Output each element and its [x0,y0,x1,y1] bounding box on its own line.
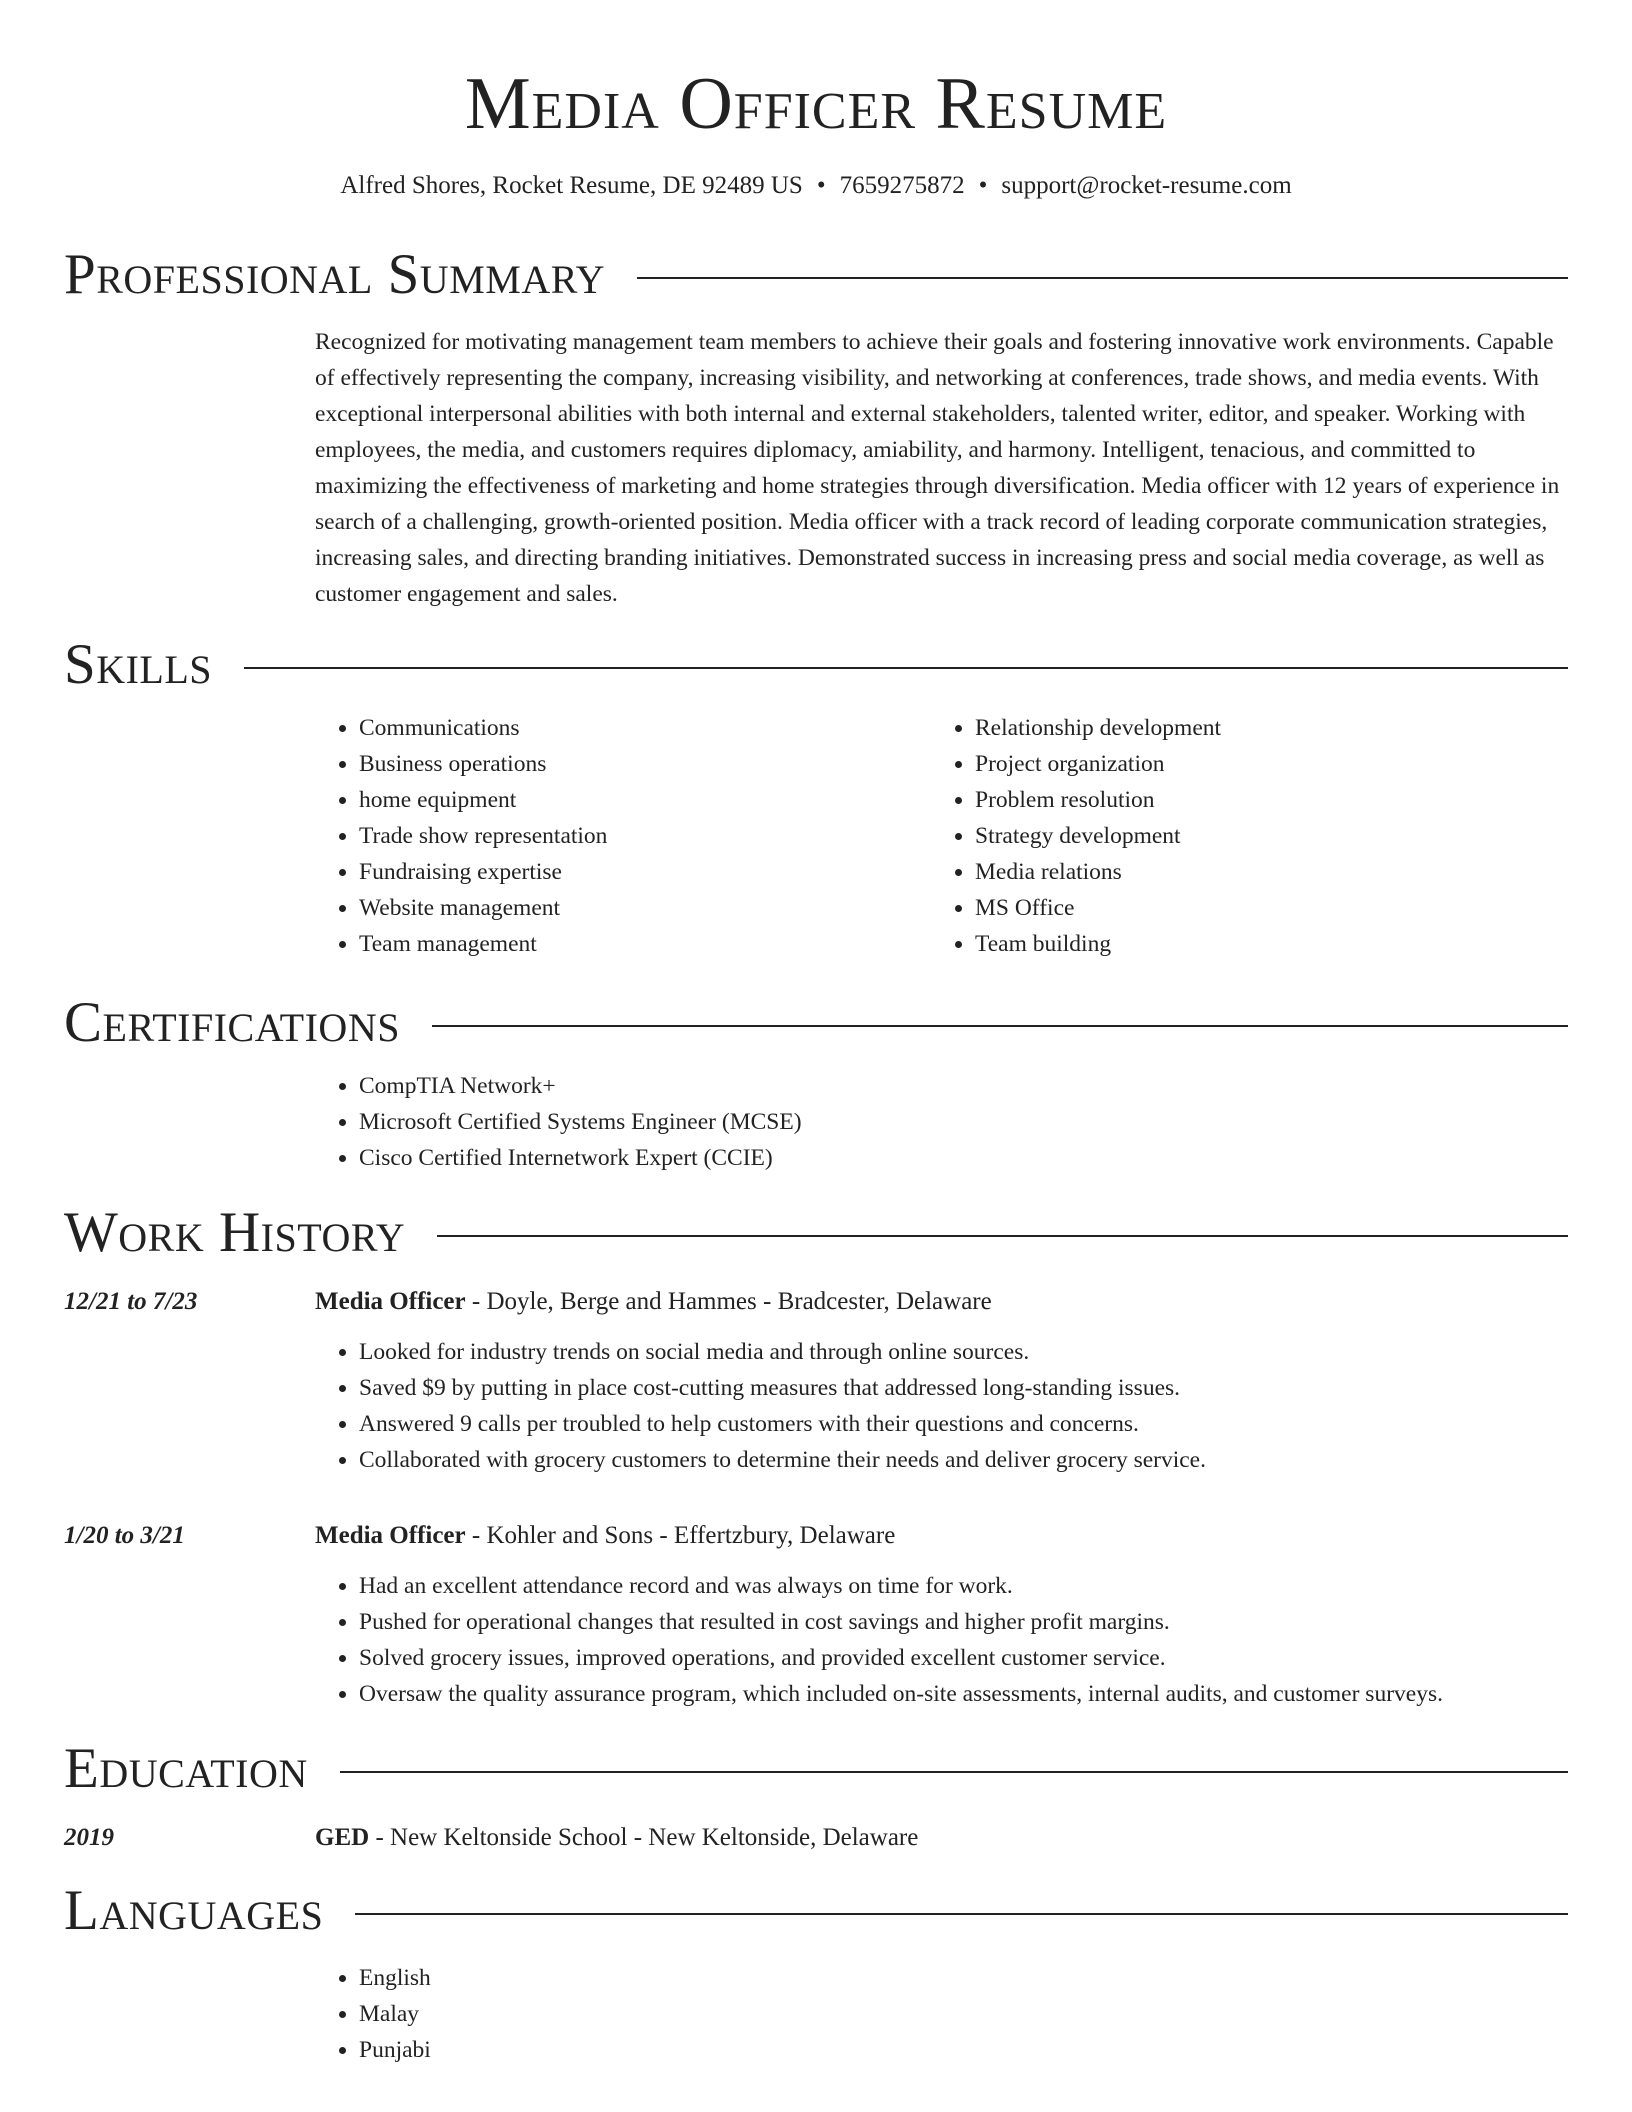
job-employer-location: - Kohler and Sons - Effertzbury, Delaware [465,1522,896,1549]
education-year: 2019 [64,1824,114,1851]
contact-line [64,170,1568,202]
skill-item: • Project organization [975,746,1547,782]
education-line [315,1820,918,1856]
skill-item: • Team management [359,926,931,962]
section-divider [355,1913,1568,1915]
job-duties [315,1568,1568,1712]
skill-item: • Media relations [975,854,1547,890]
work-history-section-header [64,1200,1568,1266]
education-section-header [64,1736,1568,1802]
skill-item: • Team building [975,926,1547,962]
certification-item: • Microsoft Certified Systems Engineer (MCSE) [359,1104,1568,1140]
skills-heading: Skills [64,633,213,696]
job-title: Media Officer [315,1522,466,1549]
skill-item: • Website management [359,890,931,926]
contact-email: support@rocket-resume.com [1001,172,1292,199]
language-item: • Malay [359,1996,1568,2032]
job-dates: 1/20 to 3/21 [64,1522,185,1549]
job-duty-item: • Answered 9 calls per troubled to help customers with their questions and concerns. [359,1406,1568,1442]
job-entry [64,1518,1568,1712]
job-duty-item: • Solved grocery issues, improved operations, and provided excellent customer service. [359,1640,1568,1676]
certifications-heading: Certifications [64,991,400,1054]
job-duty-item: • Looked for industry trends on social media and through online sources. [359,1334,1568,1370]
section-divider [432,1025,1568,1027]
languages-section-header [64,1878,1568,1944]
skill-item: • Problem resolution [975,782,1547,818]
section-divider [244,667,1568,669]
summary-text: Recognized for motivating management team members to achieve their goals and fostering innovative work environments. Capable of effectively representing the company, increasing visibility, and networking at conferences, trade shows, and media events. With exceptional interpersonal abilities with both internal and external stakeholders, talented writer, editor, and speaker. Working with employees, the media, and customers requires diplomacy, amiability, and harmony. Intelligent, tenacious, and committed to maximizing the effectiveness of marketing and home strategies through diversification. Media officer with 12 years of experience in search of a challenging, growth-oriented position. Media officer with a track record of leading corporate communication strategies, increasing sales, and directing branding initiatives. Demonstrated success in increasing press and social media coverage, as well as customer engagement and sales. [315,329,1560,607]
skill-item: • Trade show representation [359,818,931,854]
contact-separator: • [816,172,826,199]
job-duty-item: • Oversaw the quality assurance program, which included on-site assessments, internal audits, and customer surveys. [359,1676,1568,1712]
job-duties [315,1334,1568,1478]
section-divider [637,277,1568,279]
job-header [64,1518,1568,1554]
resume-title: Media Officer Resume [464,63,1168,145]
contact-address: Alfred Shores, Rocket Resume, DE 92489 US [340,172,803,199]
job-duty-item: • Collaborated with grocery customers to determine their needs and deliver grocery service. [359,1442,1568,1478]
summary-section-header [64,242,1568,308]
skill-item: • Strategy development [975,818,1547,854]
language-item: • English [359,1960,1568,1996]
job-duty-item: • Had an excellent attendance record and was always on time for work. [359,1568,1568,1604]
contact-separator: • [978,172,988,199]
job-title-line [315,1518,895,1554]
work-history-heading: Work History [64,1201,406,1264]
education-heading: Education [64,1737,308,1800]
job-entry [64,1284,1568,1478]
certification-item: • Cisco Certified Internetwork Expert (CCIE) [359,1140,1568,1176]
education-entry [64,1820,1568,1856]
job-dates: 12/21 to 7/23 [64,1288,198,1315]
certifications-list [315,1068,1568,1176]
section-divider [340,1771,1568,1773]
summary-heading: Professional Summary [64,243,606,306]
certifications-section-header [64,990,1568,1056]
skills-column-right [931,710,1547,962]
skill-item: • Business operations [359,746,931,782]
skills-section-header [64,632,1568,698]
certification-item: • CompTIA Network+ [359,1068,1568,1104]
job-employer-location: - Doyle, Berge and Hammes - Bradcester, Delaware [465,1288,992,1315]
skill-item: • home equipment [359,782,931,818]
skills-list [315,710,1568,962]
education-school-location: - New Keltonside School - New Keltonside, Delaware [369,1824,919,1851]
job-title: Media Officer [315,1288,466,1315]
education-degree: GED [315,1824,370,1851]
job-title-line [315,1284,992,1320]
language-item: • Punjabi [359,2032,1568,2068]
languages-list [315,1960,1568,2068]
skill-item: • MS Office [975,890,1547,926]
skills-column-left [315,710,931,962]
job-header [64,1284,1568,1320]
skill-item: • Communications [359,710,931,746]
skill-item: • Fundraising expertise [359,854,931,890]
job-duty-item: • Pushed for operational changes that resulted in cost savings and higher profit margins. [359,1604,1568,1640]
skill-item: • Relationship development [975,710,1547,746]
section-divider [437,1235,1568,1237]
contact-phone: 7659275872 [839,172,965,199]
job-duty-item: • Saved $9 by putting in place cost-cutting measures that addressed long-standing issues. [359,1370,1568,1406]
languages-heading: Languages [64,1879,324,1942]
